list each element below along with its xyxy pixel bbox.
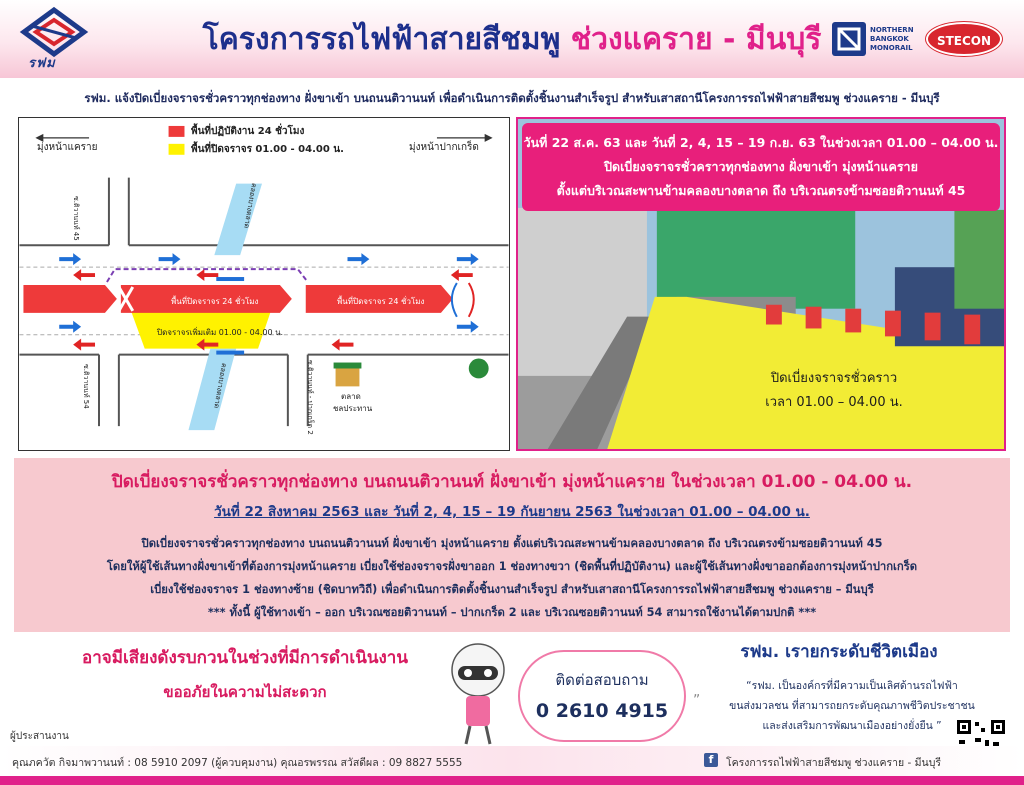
banner-line-2: ปิดเบี่ยงจราจรชั่วคราวทุกช่องทาง ฝั่งขาเข้า มุ่งหน้าแคราย bbox=[604, 159, 918, 174]
coordinator-label: ผู้ประสานงาน bbox=[10, 731, 69, 742]
legend-red-label: พื้นที่ปฏิบัติงาน 24 ชั่วโมง bbox=[191, 126, 305, 137]
info-body bbox=[14, 532, 1010, 624]
info-line-4: *** ทั้งนี้ ผู้ใช้ทางเข้า – ออก บริเวณซอยติวานนท์ – ปากเกร็ด 2 และ บริเวณซอยติวานนท์ 54 สามารถใช้งานได้ตามปกติ *** bbox=[207, 606, 817, 619]
facebook-page-link[interactable]: โครงการรถไฟฟ้าสายสีชมพู ช่วงแคราย - มีนบุรี bbox=[726, 757, 942, 769]
info-line-1: ปิดเบี่ยงจราจรชั่วคราวทุกช่องทาง บนถนนติวานนท์ ฝั่งขาเข้า มุ่งหน้าแคราย ตั้งแต่บริเวณสะพานข้ามคลองบางตลาด ถึง บริเวณตรงข้ามซอยติวานนท์ 45 bbox=[141, 537, 883, 550]
quote-line-3: และส่งเสริมการพัฒนาเมืองอย่างยั่งยืน ” bbox=[762, 720, 942, 732]
soi-45-label: ซ.ติวานนท์ 45 bbox=[72, 196, 80, 241]
slogan: รฟม. เรายกระดับชีวิตเมือง bbox=[740, 642, 938, 662]
canal-label-south: คลองบางตลาด bbox=[212, 362, 229, 409]
footer bbox=[0, 746, 1024, 776]
apology-text: ขออภัยในความไม่สะดวก bbox=[163, 683, 327, 701]
caption-line-1: ปิดเบี่ยงจราจรชั่วคราว bbox=[770, 371, 898, 386]
facebook-icon[interactable]: f bbox=[704, 753, 718, 767]
market-icon bbox=[336, 367, 360, 387]
soi-54-label: ซ.ติวานนท์ 54 bbox=[82, 364, 90, 409]
closure-banner bbox=[522, 123, 1000, 211]
coordinator-contacts: คุณภควัต กิจมาพวานนท์ : 08 5910 2097 (ผู้ควบคุมงาน) คุณอรพรรณ สวัสดีผล : 09 8827 5555 bbox=[12, 757, 463, 769]
direction-khae-rai: มุ่งหน้าแคราย bbox=[37, 142, 98, 153]
noise-warning: อาจมีเสียงดังรบกวนในช่วงที่มีการดำเนินงาน bbox=[82, 648, 408, 668]
market-name-label: ชลประทาน bbox=[333, 404, 373, 413]
site-photo-panel bbox=[516, 117, 1006, 451]
canal-label-north: คลองบางตลาด bbox=[242, 182, 259, 229]
contact-label: ติดต่อสอบถาม bbox=[555, 671, 649, 689]
traffic-map bbox=[18, 117, 510, 451]
title-main: โครงการรถไฟฟ้าสายสีชมพู bbox=[202, 22, 561, 57]
banner-line-1: วันที่ 22 ส.ค. 63 และ วันที่ 2, 4, 15 – 19 ก.ย. 63 ในช่วงเวลา 01.00 – 04.00 น. bbox=[523, 135, 999, 150]
legend-yellow-label: พื้นที่ปิดจราจร 01.00 - 04.00 น. bbox=[191, 144, 344, 155]
info-box bbox=[14, 458, 1010, 632]
info-line-3: เบี่ยงใช้ช่องจราจร 1 ช่องทางซ้าย (ชิดบาทวิถี) เพื่อดำเนินการติดตั้งชิ้นงานสำเร็จรูป สำหรับเสาสถานีโครงการรถไฟฟ้าสายสีชมพู ช่วงแคราย – มีนบุรี bbox=[150, 583, 874, 596]
banner-line-3: ตั้งแต่บริเวณสะพานข้ามคลองบางตลาด ถึง บริเวณตรงข้ามซอยติวานนท์ 45 bbox=[556, 183, 966, 198]
info-line-2: โดยให้ผู้ใช้เส้นทางฝั่งขาเข้าที่ต้องการมุ่งหน้าแคราย เบี่ยงใช้ช่องจราจรฝั่งขาออก 1 ช่องทางขวา (ชิดพื้นที่ปฏิบัติงาน) และผู้ใช้เส้นทางฝั่งขาออกต้องการมุ่งหน้าปากเกร็ด bbox=[106, 560, 918, 573]
nbm-logo-icon bbox=[832, 22, 866, 56]
legend-red-swatch bbox=[169, 126, 185, 137]
legend-yellow-swatch bbox=[169, 144, 185, 155]
zone-extra-label: ปิดจราจรเพิ่มเติม 01.00 - 04.00 น. bbox=[157, 328, 284, 337]
quote-line-1: “รฟม. เป็นองค์กรที่มีความเป็นเลิศด้านรถไฟฟ้า bbox=[746, 680, 958, 692]
mascot-icon bbox=[440, 640, 516, 750]
traffic-diagram bbox=[19, 118, 509, 450]
direction-pak-kret: มุ่งหน้าปากเกร็ด bbox=[409, 142, 479, 153]
station-badge-icon bbox=[469, 359, 489, 379]
mrta-logo-text: รฟม bbox=[28, 56, 56, 71]
bottom-divider bbox=[0, 776, 1024, 785]
quote-mark-icon: „ bbox=[693, 684, 701, 700]
info-headline: ปิดเบี่ยงจราจรชั่วคราวทุกช่องทาง บนถนนติวานนท์ ฝั่งขาเข้า มุ่งหน้าแคราย ในช่วงเวลา 01.00 - 04.00 น. bbox=[111, 472, 913, 492]
zone-left-label: พื้นที่ปิดจราจร 24 ชั่วโมง bbox=[171, 297, 259, 306]
header-banner bbox=[0, 0, 1024, 78]
caption-line-2: เวลา 01.00 – 04.00 น. bbox=[765, 395, 903, 410]
photo-caption bbox=[744, 367, 924, 415]
red-work-zone-left bbox=[23, 285, 116, 313]
info-dates: วันที่ 22 สิงหาคม 2563 และ วันที่ 2, 4, 15 – 19 กันยายน 2563 ในช่วงเวลา 01.00 – 04.00 น. bbox=[214, 504, 810, 520]
quote-line-2: ขนส่งมวลชน ที่สามารถยกระดับคุณภาพชีวิตประชาชน bbox=[729, 700, 975, 712]
stecon-logo: STECON bbox=[926, 22, 1002, 56]
subtitle: รฟม. แจ้งปิดเบี่ยงจราจรชั่วคราวทุกช่องทาง ฝั่งขาเข้า บนถนนติวานนท์ เพื่อดำเนินการติดตั้งชิ้นงานสำเร็จรูป สำหรับเสาสถานีโครงการรถไฟฟ้าสายสีชมพู ช่วงแคราย - มีนบุรี bbox=[84, 91, 940, 105]
contact-phone[interactable]: 0 2610 4915 bbox=[535, 700, 669, 722]
soi-pak-kret-2-label: ซ.ติวานนท์ - ปากเกร็ด 2 bbox=[306, 360, 314, 435]
nbm-logo-text: NORTHERN BANGKOK MONORAIL bbox=[870, 26, 914, 52]
title-sub: ช่วงแคราย - มีนบุรี bbox=[570, 22, 822, 57]
market-label: ตลาด bbox=[341, 392, 361, 401]
contact-bubble bbox=[518, 650, 686, 742]
zone-right-label: พื้นที่ปิดจราจร 24 ชั่วโมง bbox=[337, 297, 425, 306]
